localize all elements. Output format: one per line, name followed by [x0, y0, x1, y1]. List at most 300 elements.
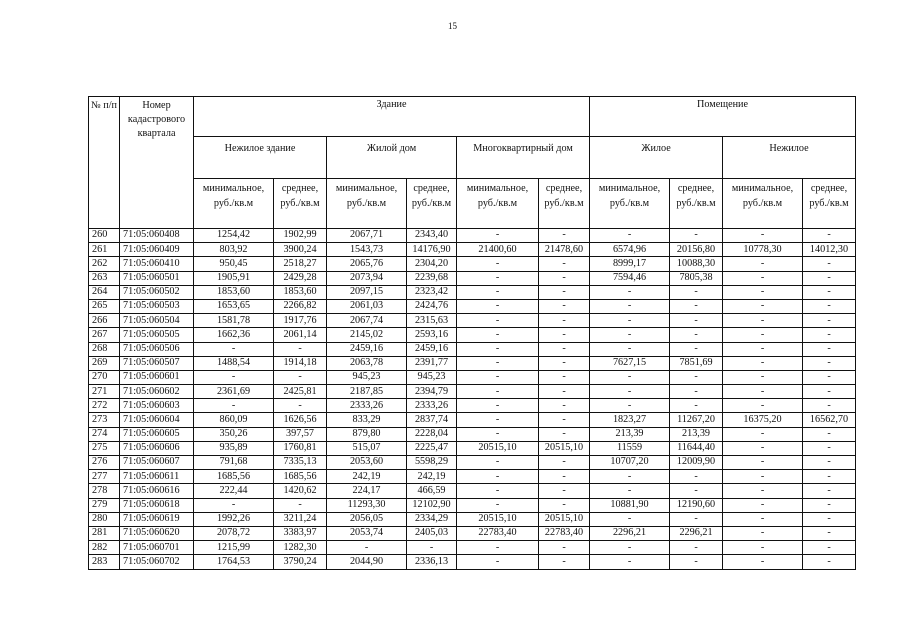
- cadastral-quarter-cell: 71:05:060504: [120, 314, 194, 328]
- price-cell: 2097,15: [327, 285, 407, 299]
- price-cell: 2225,47: [407, 441, 457, 455]
- price-cell: -: [803, 526, 856, 540]
- table-row: [89, 299, 856, 313]
- price-cell: -: [723, 512, 803, 526]
- price-cell: 1653,65: [194, 299, 274, 313]
- price-cell: 242,19: [327, 470, 407, 484]
- price-cell: -: [803, 314, 856, 328]
- price-cell: -: [274, 370, 327, 384]
- price-cell: 10088,30: [670, 257, 723, 271]
- price-cell: -: [274, 342, 327, 356]
- price-cell: 14176,90: [407, 243, 457, 257]
- table-row: [89, 271, 856, 285]
- table-row: [89, 413, 856, 427]
- price-cell: 20156,80: [670, 243, 723, 257]
- price-cell: 242,19: [407, 470, 457, 484]
- price-cell: 2266,82: [274, 299, 327, 313]
- cadastral-quarter-cell: 71:05:060507: [120, 356, 194, 370]
- price-cell: 2837,74: [407, 413, 457, 427]
- price-cell: -: [670, 399, 723, 413]
- cadastral-quarter-cell: 71:05:060616: [120, 484, 194, 498]
- price-cell: -: [590, 484, 670, 498]
- price-cell: -: [803, 555, 856, 569]
- price-cell: 2333,26: [327, 399, 407, 413]
- price-cell: -: [457, 385, 539, 399]
- price-cell: -: [457, 555, 539, 569]
- price-cell: -: [803, 370, 856, 384]
- price-cell: 2053,60: [327, 456, 407, 470]
- price-cell: 1823,27: [590, 413, 670, 427]
- price-cell: 2187,85: [327, 385, 407, 399]
- price-cell: -: [539, 342, 590, 356]
- table-row: [89, 555, 856, 569]
- cadastral-quarter-cell: 71:05:060607: [120, 456, 194, 470]
- price-cell: 2239,68: [407, 271, 457, 285]
- price-cell: -: [539, 413, 590, 427]
- price-cell: 1853,60: [194, 285, 274, 299]
- price-cell: 1685,56: [274, 470, 327, 484]
- price-cell: -: [457, 370, 539, 384]
- price-cell: -: [803, 541, 856, 555]
- price-cell: 2459,16: [407, 342, 457, 356]
- price-cell: 1914,18: [274, 356, 327, 370]
- price-cell: -: [803, 356, 856, 370]
- row-number: 277: [89, 470, 120, 484]
- row-number: 271: [89, 385, 120, 399]
- price-cell: -: [539, 427, 590, 441]
- price-cell: -: [803, 470, 856, 484]
- header-cadastral-quarter: Номер кадастрового квартала: [120, 97, 194, 229]
- price-cell: -: [590, 328, 670, 342]
- cadastral-quarter-cell: 71:05:060505: [120, 328, 194, 342]
- price-cell: 2405,03: [407, 526, 457, 540]
- price-cell: -: [723, 229, 803, 243]
- price-cell: -: [723, 314, 803, 328]
- price-cell: 7627,15: [590, 356, 670, 370]
- price-cell: -: [539, 314, 590, 328]
- price-cell: -: [457, 456, 539, 470]
- table-row: [89, 427, 856, 441]
- price-cell: 21478,60: [539, 243, 590, 257]
- row-number: 276: [89, 456, 120, 470]
- row-number: 273: [89, 413, 120, 427]
- price-cell: 1764,53: [194, 555, 274, 569]
- cadastral-quarter-cell: 71:05:060611: [120, 470, 194, 484]
- header-residential-house: Жилой дом: [327, 137, 457, 179]
- price-cell: -: [670, 484, 723, 498]
- price-cell: -: [670, 385, 723, 399]
- price-cell: -: [670, 328, 723, 342]
- price-cell: -: [590, 299, 670, 313]
- row-number: 279: [89, 498, 120, 512]
- table-row: [89, 526, 856, 540]
- price-cell: 515,07: [327, 441, 407, 455]
- price-cell: -: [723, 328, 803, 342]
- row-number: 268: [89, 342, 120, 356]
- price-cell: -: [670, 512, 723, 526]
- price-cell: 2296,21: [590, 526, 670, 540]
- price-cell: 2067,74: [327, 314, 407, 328]
- row-number: 266: [89, 314, 120, 328]
- price-cell: -: [590, 470, 670, 484]
- header-average-price: среднее, руб./кв.м: [274, 179, 327, 229]
- table-row: [89, 470, 856, 484]
- price-cell: 3900,24: [274, 243, 327, 257]
- row-number: 272: [89, 399, 120, 413]
- price-cell: -: [723, 555, 803, 569]
- price-cell: 22783,40: [539, 526, 590, 540]
- price-cell: 213,39: [670, 427, 723, 441]
- price-cell: -: [457, 299, 539, 313]
- header-average-price: среднее, руб./кв.м: [670, 179, 723, 229]
- price-cell: -: [274, 399, 327, 413]
- price-cell: -: [590, 285, 670, 299]
- price-cell: 20515,10: [457, 441, 539, 455]
- price-cell: 2518,27: [274, 257, 327, 271]
- header-minimal-price: минимальное, руб./кв.м: [327, 179, 407, 229]
- price-cell: 20515,10: [539, 441, 590, 455]
- price-cell: -: [723, 484, 803, 498]
- price-cell: -: [407, 541, 457, 555]
- row-number: 264: [89, 285, 120, 299]
- header-apartment-building: Многоквартирный дом: [457, 137, 590, 179]
- price-cell: 3211,24: [274, 512, 327, 526]
- price-cell: 945,23: [327, 370, 407, 384]
- price-cell: -: [590, 314, 670, 328]
- price-cell: -: [539, 356, 590, 370]
- price-cell: 397,57: [274, 427, 327, 441]
- price-cell: -: [723, 356, 803, 370]
- price-cell: 1853,60: [274, 285, 327, 299]
- price-cell: -: [539, 229, 590, 243]
- price-cell: 7594,46: [590, 271, 670, 285]
- price-cell: -: [670, 299, 723, 313]
- price-cell: -: [539, 370, 590, 384]
- price-cell: 2394,79: [407, 385, 457, 399]
- price-cell: 1543,73: [327, 243, 407, 257]
- price-cell: 2334,29: [407, 512, 457, 526]
- table-row: [89, 243, 856, 257]
- price-cell: -: [723, 370, 803, 384]
- price-cell: -: [457, 356, 539, 370]
- price-cell: -: [457, 470, 539, 484]
- price-cell: -: [670, 470, 723, 484]
- table-row: [89, 512, 856, 526]
- price-cell: -: [539, 385, 590, 399]
- price-cell: -: [803, 498, 856, 512]
- header-minimal-price: минимальное, руб./кв.м: [194, 179, 274, 229]
- price-cell: 1905,91: [194, 271, 274, 285]
- price-cell: -: [723, 526, 803, 540]
- price-cell: 2429,28: [274, 271, 327, 285]
- price-cell: 2044,90: [327, 555, 407, 569]
- table-row: [89, 456, 856, 470]
- price-cell: -: [590, 541, 670, 555]
- cadastral-quarter-cell: 71:05:060410: [120, 257, 194, 271]
- price-cell: -: [723, 342, 803, 356]
- price-cell: -: [803, 484, 856, 498]
- price-cell: -: [194, 498, 274, 512]
- price-cell: -: [327, 541, 407, 555]
- price-cell: 803,92: [194, 243, 274, 257]
- price-cell: 2053,74: [327, 526, 407, 540]
- cadastral-quarter-cell: 71:05:060620: [120, 526, 194, 540]
- price-cell: 16562,70: [803, 413, 856, 427]
- price-cell: 950,45: [194, 257, 274, 271]
- table-row: [89, 285, 856, 299]
- price-cell: 1902,99: [274, 229, 327, 243]
- row-number: 265: [89, 299, 120, 313]
- price-cell: -: [590, 229, 670, 243]
- header-average-price: среднее, руб./кв.м: [803, 179, 856, 229]
- cadastral-quarter-cell: 71:05:060701: [120, 541, 194, 555]
- price-cell: -: [803, 342, 856, 356]
- price-cell: -: [457, 229, 539, 243]
- price-cell: 8999,17: [590, 257, 670, 271]
- price-cell: 2073,94: [327, 271, 407, 285]
- cadastral-quarter-cell: 71:05:060502: [120, 285, 194, 299]
- price-cell: 1626,56: [274, 413, 327, 427]
- price-cell: -: [457, 484, 539, 498]
- cadastral-quarter-cell: 71:05:060702: [120, 555, 194, 569]
- price-cell: -: [590, 342, 670, 356]
- price-cell: 935,89: [194, 441, 274, 455]
- price-cell: 7335,13: [274, 456, 327, 470]
- price-cell: 2078,72: [194, 526, 274, 540]
- cadastral-quarter-cell: 71:05:060501: [120, 271, 194, 285]
- price-cell: -: [670, 285, 723, 299]
- page-number: 15: [448, 21, 457, 31]
- cadastral-quarter-cell: 71:05:060503: [120, 299, 194, 313]
- row-number: 269: [89, 356, 120, 370]
- price-cell: -: [194, 342, 274, 356]
- price-cell: 2459,16: [327, 342, 407, 356]
- price-cell: -: [723, 285, 803, 299]
- price-cell: 14012,30: [803, 243, 856, 257]
- price-cell: 2391,77: [407, 356, 457, 370]
- price-cell: 2315,63: [407, 314, 457, 328]
- price-cell: -: [670, 541, 723, 555]
- price-cell: -: [723, 271, 803, 285]
- cadastral-quarter-cell: 71:05:060602: [120, 385, 194, 399]
- price-cell: -: [803, 328, 856, 342]
- price-cell: 2145,02: [327, 328, 407, 342]
- header-premises: Помещение: [590, 97, 856, 137]
- price-cell: -: [457, 314, 539, 328]
- price-cell: 11559: [590, 441, 670, 455]
- cadastral-quarter-cell: 71:05:060606: [120, 441, 194, 455]
- table-row: [89, 257, 856, 271]
- price-cell: -: [803, 229, 856, 243]
- price-cell: -: [723, 541, 803, 555]
- price-cell: -: [803, 299, 856, 313]
- price-cell: 879,80: [327, 427, 407, 441]
- price-cell: -: [723, 456, 803, 470]
- row-number: 260: [89, 229, 120, 243]
- price-cell: -: [457, 427, 539, 441]
- table-row: [89, 328, 856, 342]
- cadastral-quarter-cell: 71:05:060409: [120, 243, 194, 257]
- price-cell: -: [194, 370, 274, 384]
- price-cell: 213,39: [590, 427, 670, 441]
- price-cell: 350,26: [194, 427, 274, 441]
- price-cell: -: [723, 257, 803, 271]
- price-cell: -: [539, 285, 590, 299]
- price-cell: 3790,24: [274, 555, 327, 569]
- price-cell: 1254,42: [194, 229, 274, 243]
- price-cell: 1992,26: [194, 512, 274, 526]
- price-cell: 1581,78: [194, 314, 274, 328]
- price-cell: 1420,62: [274, 484, 327, 498]
- price-cell: 20515,10: [539, 512, 590, 526]
- price-cell: -: [803, 512, 856, 526]
- header-nonresidential-building: Нежилое здание: [194, 137, 327, 179]
- price-cell: -: [670, 370, 723, 384]
- price-cell: 2067,71: [327, 229, 407, 243]
- price-cell: 2061,03: [327, 299, 407, 313]
- row-number: 267: [89, 328, 120, 342]
- header-average-price: среднее, руб./кв.м: [407, 179, 457, 229]
- row-number: 283: [89, 555, 120, 569]
- price-cell: -: [539, 541, 590, 555]
- price-cell: 16375,20: [723, 413, 803, 427]
- price-cell: 6574,96: [590, 243, 670, 257]
- price-cell: -: [723, 399, 803, 413]
- price-cell: 945,23: [407, 370, 457, 384]
- price-cell: 2304,20: [407, 257, 457, 271]
- price-cell: -: [539, 555, 590, 569]
- price-cell: -: [803, 271, 856, 285]
- price-cell: 2061,14: [274, 328, 327, 342]
- price-cell: -: [723, 441, 803, 455]
- price-cell: -: [457, 257, 539, 271]
- price-cell: 1685,56: [194, 470, 274, 484]
- price-cell: 466,59: [407, 484, 457, 498]
- price-cell: 20515,10: [457, 512, 539, 526]
- table-row: [89, 356, 856, 370]
- row-number: 278: [89, 484, 120, 498]
- cadastral-price-table: [88, 96, 856, 570]
- price-cell: -: [590, 370, 670, 384]
- price-cell: -: [457, 399, 539, 413]
- cadastral-quarter-cell: 71:05:060604: [120, 413, 194, 427]
- price-cell: -: [723, 498, 803, 512]
- price-cell: 12009,90: [670, 456, 723, 470]
- price-cell: -: [194, 399, 274, 413]
- price-cell: -: [723, 385, 803, 399]
- price-cell: 2063,78: [327, 356, 407, 370]
- price-cell: -: [539, 456, 590, 470]
- price-cell: -: [723, 470, 803, 484]
- price-cell: -: [803, 456, 856, 470]
- table-row: [89, 498, 856, 512]
- row-number: 282: [89, 541, 120, 555]
- price-cell: 1917,76: [274, 314, 327, 328]
- price-cell: 11267,20: [670, 413, 723, 427]
- price-cell: 3383,97: [274, 526, 327, 540]
- price-cell: -: [274, 498, 327, 512]
- price-cell: 2425,81: [274, 385, 327, 399]
- price-cell: 10707,20: [590, 456, 670, 470]
- price-cell: 2056,05: [327, 512, 407, 526]
- price-cell: -: [723, 299, 803, 313]
- price-cell: -: [670, 342, 723, 356]
- price-cell: -: [670, 229, 723, 243]
- price-cell: 860,09: [194, 413, 274, 427]
- price-cell: -: [590, 399, 670, 413]
- header-residential-premises: Жилое: [590, 137, 723, 179]
- price-cell: -: [539, 470, 590, 484]
- price-cell: 11293,30: [327, 498, 407, 512]
- row-number: 270: [89, 370, 120, 384]
- price-cell: 2323,42: [407, 285, 457, 299]
- price-cell: 2336,13: [407, 555, 457, 569]
- price-cell: 2065,76: [327, 257, 407, 271]
- header-building: Здание: [194, 97, 590, 137]
- table-row: [89, 314, 856, 328]
- price-cell: 11644,40: [670, 441, 723, 455]
- cadastral-quarter-cell: 71:05:060605: [120, 427, 194, 441]
- price-cell: 2296,21: [670, 526, 723, 540]
- table-row: [89, 385, 856, 399]
- price-cell: -: [539, 257, 590, 271]
- price-cell: -: [457, 285, 539, 299]
- header-row-number: № п/п: [89, 97, 120, 229]
- price-cell: -: [539, 498, 590, 512]
- header-minimal-price: минимальное, руб./кв.м: [457, 179, 539, 229]
- cadastral-quarter-cell: 71:05:060601: [120, 370, 194, 384]
- price-cell: 2228,04: [407, 427, 457, 441]
- table-row: [89, 229, 856, 243]
- price-cell: -: [670, 314, 723, 328]
- cadastral-quarter-cell: 71:05:060603: [120, 399, 194, 413]
- table-row: [89, 541, 856, 555]
- price-cell: 5598,29: [407, 456, 457, 470]
- price-cell: -: [457, 271, 539, 285]
- price-cell: 833,29: [327, 413, 407, 427]
- price-cell: -: [539, 399, 590, 413]
- row-number: 263: [89, 271, 120, 285]
- table-row: [89, 441, 856, 455]
- price-cell: -: [803, 385, 856, 399]
- price-cell: 1488,54: [194, 356, 274, 370]
- table-row: [89, 370, 856, 384]
- price-cell: 1215,99: [194, 541, 274, 555]
- price-cell: -: [539, 328, 590, 342]
- cadastral-quarter-cell: 71:05:060408: [120, 229, 194, 243]
- price-cell: -: [670, 555, 723, 569]
- price-cell: 1760,81: [274, 441, 327, 455]
- cadastral-quarter-cell: 71:05:060619: [120, 512, 194, 526]
- header-nonresidential-premises: Нежилое: [723, 137, 856, 179]
- header-minimal-price: минимальное, руб./кв.м: [723, 179, 803, 229]
- price-cell: -: [457, 413, 539, 427]
- price-cell: -: [803, 427, 856, 441]
- price-cell: 222,44: [194, 484, 274, 498]
- price-cell: -: [457, 498, 539, 512]
- price-cell: -: [803, 441, 856, 455]
- row-number: 262: [89, 257, 120, 271]
- row-number: 274: [89, 427, 120, 441]
- price-cell: 10881,90: [590, 498, 670, 512]
- header-minimal-price: минимальное, руб./кв.м: [590, 179, 670, 229]
- row-number: 281: [89, 526, 120, 540]
- price-cell: -: [539, 299, 590, 313]
- price-cell: -: [803, 399, 856, 413]
- price-cell: 2424,76: [407, 299, 457, 313]
- price-cell: 2343,40: [407, 229, 457, 243]
- price-cell: -: [590, 385, 670, 399]
